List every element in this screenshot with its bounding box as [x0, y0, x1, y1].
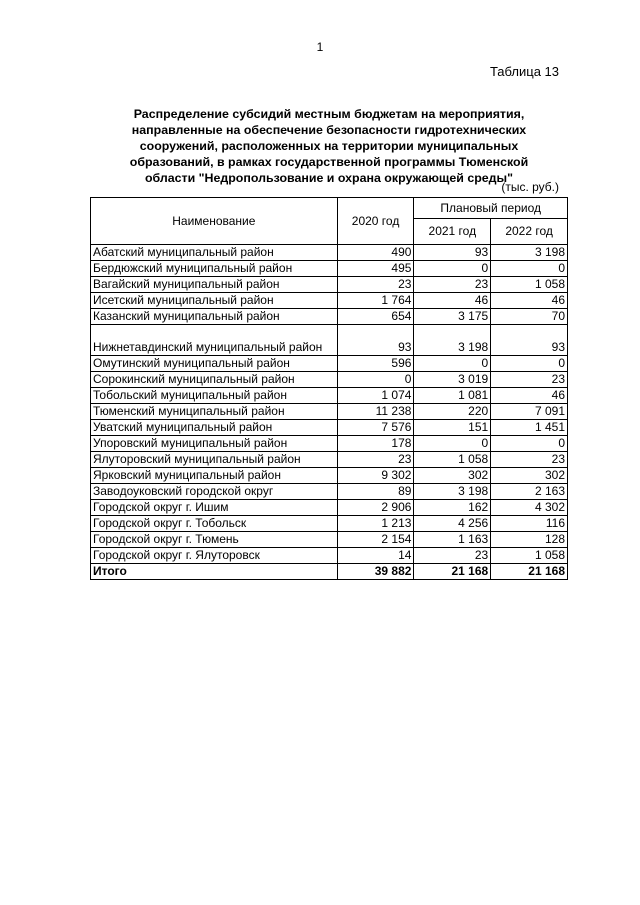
- value-2020: 654: [337, 309, 414, 325]
- value-2021: 0: [414, 261, 491, 277]
- value-2021: 0: [414, 356, 491, 372]
- value-2020: 490: [337, 245, 414, 261]
- value-2020: 23: [337, 277, 414, 293]
- value-2020: 2 906: [337, 500, 414, 516]
- table-row: [91, 404, 568, 420]
- value-2021: 3 019: [414, 372, 491, 388]
- value-2020: 0: [337, 372, 414, 388]
- value-2021: 93: [414, 245, 491, 261]
- units-label: (тыс. руб.): [501, 180, 559, 194]
- table-row: [91, 468, 568, 484]
- header-name: Наименование: [91, 198, 338, 245]
- row-name: Итого: [91, 564, 338, 580]
- row-name: Ярковский муниципальный район: [91, 468, 338, 484]
- table-row: [91, 564, 568, 580]
- value-2022: 2 163: [491, 484, 568, 500]
- value-2020: 23: [337, 452, 414, 468]
- row-name: Сорокинский муниципальный район: [91, 372, 338, 388]
- value-2021: 151: [414, 420, 491, 436]
- row-name: Тюменский муниципальный район: [91, 404, 338, 420]
- table-row: [91, 277, 568, 293]
- value-2021: 302: [414, 468, 491, 484]
- value-2022: 70: [491, 309, 568, 325]
- value-2022: 0: [491, 436, 568, 452]
- page-number: 1: [316, 40, 324, 54]
- value-2021: 21 168: [414, 564, 491, 580]
- table-row: [91, 372, 568, 388]
- value-2022: 302: [491, 468, 568, 484]
- value-2022: 7 091: [491, 404, 568, 420]
- value-2021: 1 163: [414, 532, 491, 548]
- value-2020: 1 074: [337, 388, 414, 404]
- table-label: Таблица 13: [489, 64, 559, 79]
- table-row: [91, 436, 568, 452]
- table-row: [91, 325, 568, 356]
- value-2021: 1 081: [414, 388, 491, 404]
- value-2021: 220: [414, 404, 491, 420]
- value-2021: 162: [414, 500, 491, 516]
- header-plan-period: Плановый период: [414, 198, 568, 219]
- value-2021: 23: [414, 548, 491, 564]
- row-name: Омутинский муниципальный район: [91, 356, 338, 372]
- value-2020: 39 882: [337, 564, 414, 580]
- value-2021: 0: [414, 436, 491, 452]
- row-name: Городской округ г. Тюмень: [91, 532, 338, 548]
- value-2020: 14: [337, 548, 414, 564]
- value-2020: 93: [337, 325, 414, 356]
- value-2020: 1 213: [337, 516, 414, 532]
- value-2020: 495: [337, 261, 414, 277]
- row-name: Нижнетавдинский муниципальный район: [91, 325, 338, 356]
- table-row: [91, 420, 568, 436]
- row-name: Уватский муниципальный район: [91, 420, 338, 436]
- row-name: Исетский муниципальный район: [91, 293, 338, 309]
- value-2022: 23: [491, 372, 568, 388]
- table-row: [91, 516, 568, 532]
- header-2020: 2020 год: [337, 198, 414, 245]
- value-2020: 89: [337, 484, 414, 500]
- table-row: [91, 484, 568, 500]
- table-row: [91, 532, 568, 548]
- value-2021: 1 058: [414, 452, 491, 468]
- value-2022: 0: [491, 356, 568, 372]
- row-name: Казанский муниципальный район: [91, 309, 338, 325]
- value-2022: 4 302: [491, 500, 568, 516]
- table-row: [91, 388, 568, 404]
- value-2022: 1 451: [491, 420, 568, 436]
- value-2020: 596: [337, 356, 414, 372]
- value-2022: 116: [491, 516, 568, 532]
- value-2020: 9 302: [337, 468, 414, 484]
- table-row: [91, 356, 568, 372]
- value-2022: 23: [491, 452, 568, 468]
- table-row: [91, 261, 568, 277]
- value-2021: 3 198: [414, 325, 491, 356]
- value-2022: 1 058: [491, 277, 568, 293]
- row-name: Городской округ г. Ишим: [91, 500, 338, 516]
- value-2021: 46: [414, 293, 491, 309]
- value-2022: 93: [491, 325, 568, 356]
- row-name: Городской округ г. Тобольск: [91, 516, 338, 532]
- document-title: Распределение субсидий местным бюджетам на мероприятия, направленные на обеспечение безопасности гидротехнических сооружений, расположенных на территории муниципальных образований, в рамках государственной программы Тюменской области "Недропользование и охрана окружающей среды": [129, 107, 529, 185]
- value-2022: 21 168: [491, 564, 568, 580]
- table-row: [91, 548, 568, 564]
- table-row: [91, 309, 568, 325]
- row-name: Тобольский муниципальный район: [91, 388, 338, 404]
- header-2021: 2021 год: [414, 219, 491, 245]
- row-name: Ялуторовский муниципальный район: [91, 452, 338, 468]
- table-row: [91, 245, 568, 261]
- table-row: [91, 500, 568, 516]
- table-row: [91, 293, 568, 309]
- value-2020: 1 764: [337, 293, 414, 309]
- row-name: Упоровский муниципальный район: [91, 436, 338, 452]
- value-2020: 178: [337, 436, 414, 452]
- table-row: [91, 452, 568, 468]
- value-2022: 128: [491, 532, 568, 548]
- value-2022: 0: [491, 261, 568, 277]
- value-2021: 4 256: [414, 516, 491, 532]
- value-2021: 23: [414, 277, 491, 293]
- row-name: Абатский муниципальный район: [91, 245, 338, 261]
- value-2020: 7 576: [337, 420, 414, 436]
- header-2022: 2022 год: [491, 219, 568, 245]
- value-2022: 46: [491, 388, 568, 404]
- value-2020: 2 154: [337, 532, 414, 548]
- value-2022: 3 198: [491, 245, 568, 261]
- value-2022: 1 058: [491, 548, 568, 564]
- subsidy-table: [90, 197, 568, 580]
- row-name: Городской округ г. Ялуторовск: [91, 548, 338, 564]
- value-2020: 11 238: [337, 404, 414, 420]
- value-2022: 46: [491, 293, 568, 309]
- value-2021: 3 175: [414, 309, 491, 325]
- value-2021: 3 198: [414, 484, 491, 500]
- row-name: Заводоуковский городской округ: [91, 484, 338, 500]
- row-name: Бердюжский муниципальный район: [91, 261, 338, 277]
- row-name: Вагайский муниципальный район: [91, 277, 338, 293]
